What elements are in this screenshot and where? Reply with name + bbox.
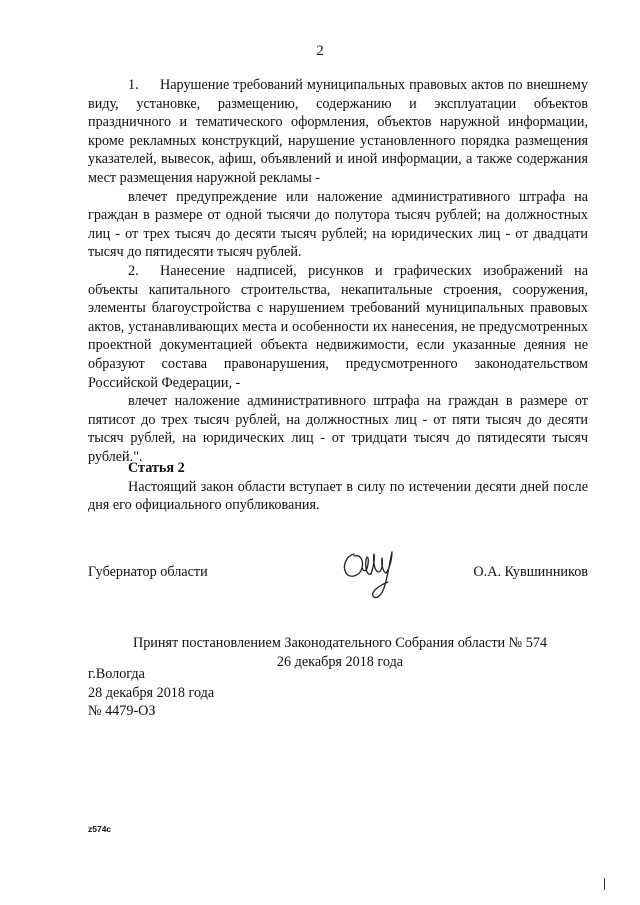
signatory-name: О.А. Кувшинников (473, 564, 588, 580)
document-code: z574c (88, 824, 112, 834)
item-2-penalty: влечет наложение административного штрафа на граждан в размере от пятисот до трех тысяч рублей, на должностных лиц - от пяти тысяч до десяти тысяч рублей, на юридических лиц - от тридцати тысяч до пятидесяти тысяч рублей.". (88, 393, 588, 465)
item-2-text: Нанесение надписей, рисунков и графических изображений на объекты капитального строительства, некапитальные строения, сооружения, элементы благоустройства с нарушением требований муниципальных правовых актов, устанавливающих места и особенности их нанесения, не предусмотренных проектной документацией объекта недвижимости, если указанные деяния не образуют состава правонарушения, предусмотренного законодательством Российской Федерации, - (88, 262, 588, 391)
article-2-text: Настоящий закон области вступает в силу по истечении десяти дней после дня его официального опубликования. (88, 478, 588, 514)
item-2-paragraph (88, 262, 588, 392)
item-1-text: Нарушение требований муниципальных правовых актов по внешнему виду, установке, размещению, содержанию и эксплуатации объектов праздничного и тематического оформления, объектов наружной информации, кроме рекламных конструкций, нарушение установленного порядка размещения указателей, вывесок, афиш, объявлений и иной информации, а также содержания мест размещения наружной рекламы - (88, 77, 588, 186)
item-1-paragraph (88, 76, 588, 188)
city: г.Вологда (88, 666, 145, 682)
adoption-line-1: Принят постановлением Законодательного Собрания области № 574 (132, 635, 548, 651)
item-2-number: 2. (128, 262, 139, 279)
item-1-number: 1. (128, 77, 139, 93)
signatory-title: Губернатор области (88, 564, 208, 580)
handwritten-signature (340, 546, 402, 604)
page-number: 2 (316, 43, 324, 59)
article-1-body (88, 76, 588, 466)
article-2-heading: Статья 2 (128, 460, 185, 476)
signing-date: 28 декабря 2018 года (88, 684, 215, 701)
adoption-line-2: 26 декабря 2018 года (276, 653, 404, 670)
item-1-penalty: влечет предупреждение или наложение административного штрафа на граждан в размере от одной тысячи до полутора тысяч рублей; на должностных лиц - от трех тысяч до десяти тысяч рублей; на юридических лиц - от двадцати тысяч до пятидесяти тысяч рублей. (88, 188, 588, 261)
document-meta (88, 665, 214, 721)
law-number: № 4479-ОЗ (88, 703, 156, 720)
scan-edge-mark (604, 878, 605, 890)
article-2 (88, 459, 588, 515)
signature-row (88, 564, 588, 584)
